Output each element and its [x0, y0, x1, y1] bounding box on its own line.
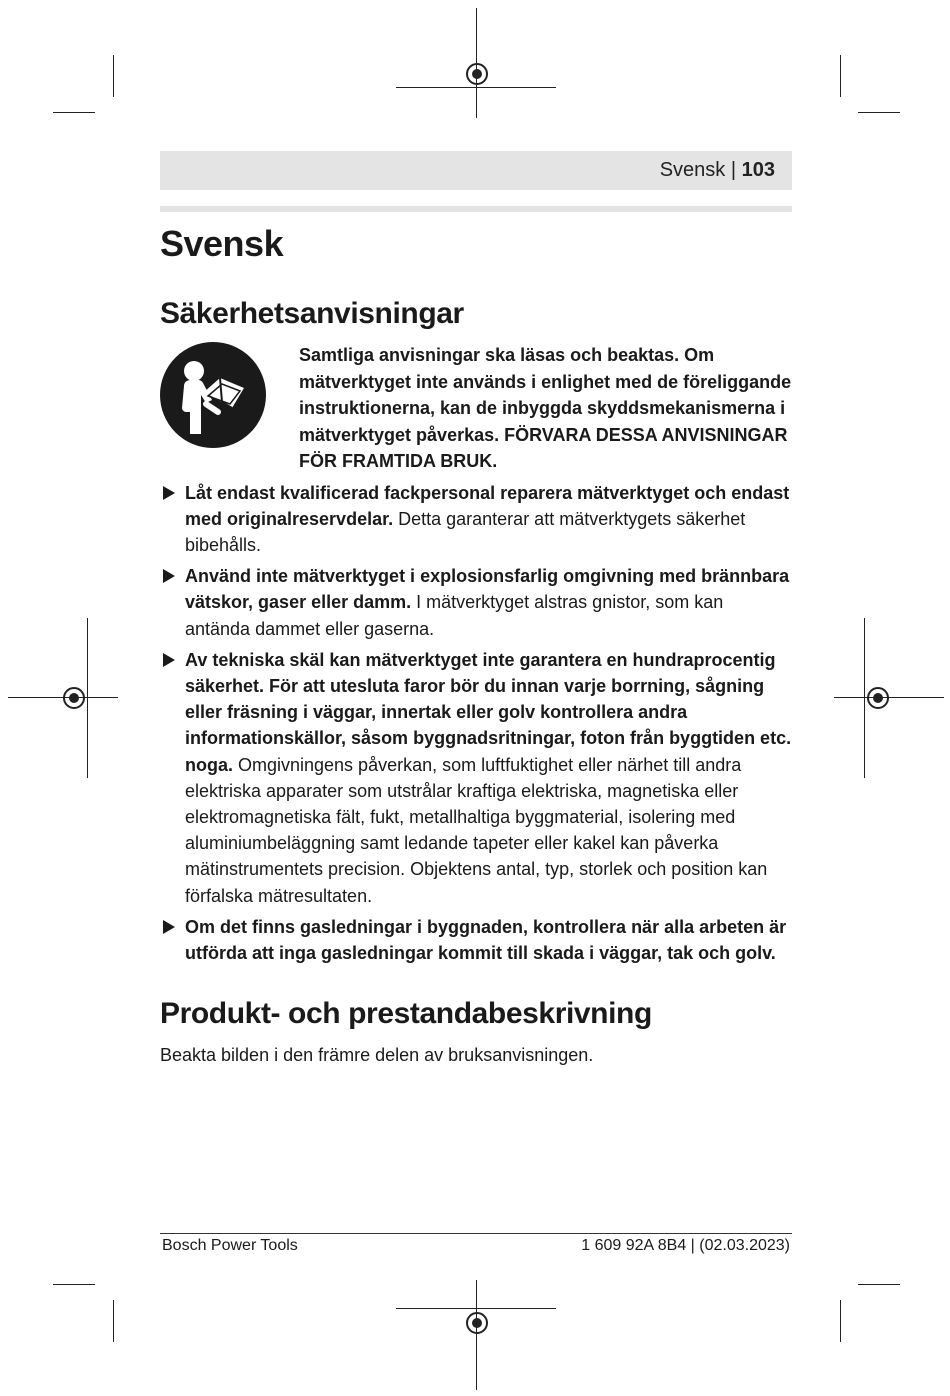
- product-text: Beakta bilden i den främre delen av bruksanvisningen.: [160, 1045, 594, 1066]
- list-item-text: Omgivningens påverkan, som luftfuktighet eller närhet till andra elektriska apparater som utstrålar kraftiga elektriska, magnetiska eller elektromagnetiska fält, fukt, metallhaltiga byggmaterial, isolering med aluminiumbeläggning samt ledande tapeter eller kakel kan påverka mätinstrumentets precision. Objektens antal, typ, storlek och position kan förfalska mätresultaten.: [185, 754, 768, 906]
- crop-mark-top-right-horizontal: [858, 112, 900, 113]
- footer-doc-id: 1 609 92A 8B4 | (02.03.2023): [581, 1237, 790, 1254]
- header-language: Svensk: [659, 159, 726, 181]
- crop-mark-left-middle-vertical: [87, 618, 88, 778]
- crop-mark-right-middle-horizontal: [834, 697, 944, 698]
- list-item: [160, 914, 792, 966]
- bullet-triangle-icon: [163, 920, 175, 934]
- registration-mark-right: [867, 687, 889, 709]
- safety-intro: [160, 342, 792, 475]
- registration-mark-bottom: [466, 1312, 488, 1334]
- crop-mark-top-left-vertical: [113, 55, 114, 97]
- list-item: [160, 480, 792, 559]
- list-item-bold: Av tekniska skäl kan mätverktyget inte garantera en hundraprocentig säkerhet. För att utesluta faror bör du innan varje borrning, sågning eller fräsning i väggar, innertak eller golv kontrollera andra informationskällor, såsom byggnadsritningar, foton från byggtiden etc. noga.: [185, 649, 792, 775]
- bullet-triangle-icon: [163, 569, 175, 583]
- page-number: 103: [741, 159, 775, 181]
- crop-mark-bottom-right-horizontal: [858, 1284, 900, 1285]
- crop-mark-top-right-vertical: [840, 55, 841, 97]
- crop-mark-top-center-horizontal: [396, 87, 556, 88]
- list-item-text: I mätverktyget alstras gnistor, som kan antända dammet eller gaserna.: [185, 592, 724, 639]
- crop-mark-bottom-left-vertical: [113, 1300, 114, 1342]
- crop-mark-bottom-center-vertical: [476, 1280, 477, 1390]
- list-item-bold: Om det finns gasledningar i byggnaden, kontrollera när alla arbeten är utförda att inga gasledningar kommit till skada i väggar, tak och golv.: [185, 916, 787, 963]
- page-title: Svensk: [160, 223, 284, 264]
- read-manual-icon: [160, 342, 266, 448]
- safety-heading: Säkerhetsanvisningar: [160, 297, 464, 330]
- registration-mark-left: [63, 687, 85, 709]
- page-header: [160, 151, 792, 190]
- bullet-triangle-icon: [163, 486, 175, 500]
- footer-brand: Bosch Power Tools: [162, 1237, 298, 1254]
- bullet-triangle-icon: [163, 653, 175, 667]
- list-item-text: Detta garanterar att mätverktygets säkerhet bibehålls.: [185, 508, 746, 555]
- registration-mark-top: [466, 63, 488, 85]
- crop-mark-top-left-horizontal: [53, 112, 95, 113]
- list-item-bold: Använd inte mätverktyget i explosionsfarlig omgivning med brännbara vätskor, gaser eller damm.: [185, 566, 790, 613]
- crop-mark-bottom-right-vertical: [840, 1300, 841, 1342]
- safety-intro-text: Samtliga anvisningar ska läsas och beaktas. Om mätverktyget inte används i enlighet med de föreliggande instruktionerna, kan de inbyggda skyddsmekanismerna i mätverktyget påverkas. FÖRVARA DESSA ANVISNINGAR FÖR FRAMTIDA BRUK.: [299, 345, 792, 471]
- footer-rule: [160, 1233, 792, 1234]
- crop-mark-bottom-left-horizontal: [53, 1284, 95, 1285]
- list-item-bold: Låt endast kvalificerad fackpersonal reparera mätverktyget och endast med originalreservdelar.: [185, 482, 790, 529]
- crop-mark-bottom-center-horizontal: [396, 1308, 556, 1309]
- header-label: [660, 159, 775, 182]
- list-item: [160, 647, 792, 909]
- header-separator: |: [725, 159, 742, 181]
- crop-mark-right-middle-vertical: [864, 618, 865, 778]
- safety-list: [160, 480, 792, 967]
- page-content: [160, 218, 792, 1068]
- list-item: [160, 563, 792, 642]
- header-rule: [160, 206, 792, 212]
- product-heading: Produkt- och prestandabeskrivning: [160, 997, 652, 1031]
